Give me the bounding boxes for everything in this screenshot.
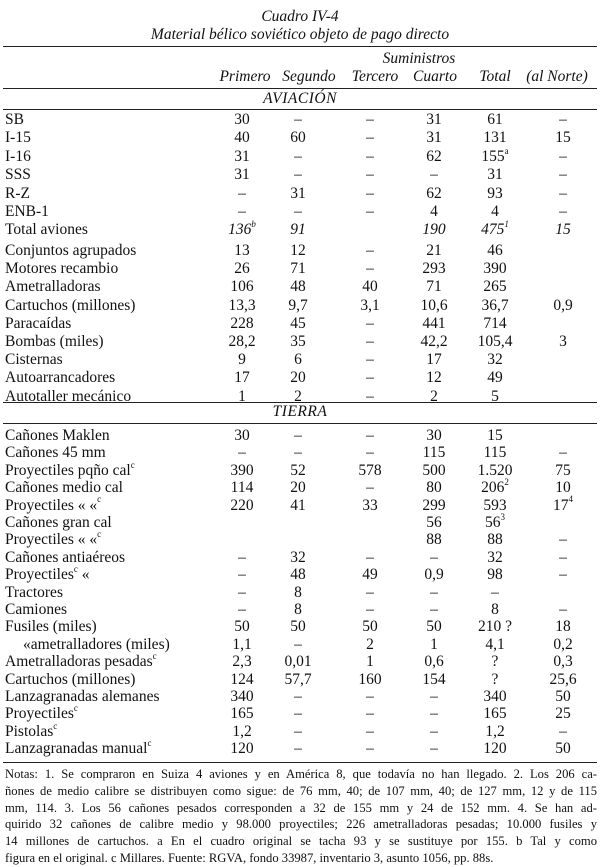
row-cell: 20 [290, 369, 306, 387]
row-cell: – [366, 427, 374, 444]
row-label: Autoarrancadores [5, 369, 116, 387]
row-cell: – [366, 601, 374, 618]
row-cell: 42,2 [420, 333, 448, 350]
row-cell: – [559, 566, 567, 584]
row-cell: 120 [230, 740, 254, 758]
row-cell: – [366, 479, 374, 497]
note-line: figura en el original. c Millares. Fuente: RGVA, fondo 33987, inventario 3, asunto 1056, pp. 88s. [5, 850, 494, 865]
table-row [0, 427, 600, 444]
section-rule-aviacion [3, 109, 597, 110]
row-cell: 31 [426, 111, 442, 128]
row-cell: – [366, 260, 374, 278]
footnote-marker: 2 [504, 477, 509, 488]
row-cell: – [430, 548, 438, 566]
row-cell: 12 [426, 369, 442, 387]
row-cell: – [366, 147, 374, 165]
row-label: Proyectiles pqño cal$^c$ [5, 459, 135, 479]
row-cell: 9,7 [288, 296, 308, 314]
row-cell: 32 [487, 351, 503, 369]
table-row [0, 242, 600, 259]
table-row [0, 185, 600, 202]
row-cell: ? [491, 670, 499, 688]
row-cell: 9 [238, 351, 246, 369]
row-cell: 4 [430, 203, 438, 220]
row-cell: – [366, 722, 374, 740]
table-row [0, 278, 600, 295]
row-cell: – [238, 583, 246, 601]
row-label: Cañones Maklen [5, 427, 110, 444]
row-cell: – [238, 184, 246, 202]
table-row [0, 221, 600, 238]
row-cell: – [366, 369, 374, 387]
row-cell: 0,9 [424, 566, 444, 584]
row-cell: 10 [555, 479, 571, 497]
table-row [0, 720, 600, 740]
row-cell: 71 [426, 278, 442, 296]
row-label: Camiones [5, 601, 67, 618]
row-cell: 31 [487, 166, 503, 184]
table-row [0, 111, 600, 128]
row-cell: – [294, 688, 302, 705]
table-row [0, 351, 600, 368]
row-cell: – [294, 444, 302, 462]
row-cell: – [559, 548, 567, 566]
row-cell: – [294, 111, 302, 128]
row-cell: 165 [483, 705, 507, 723]
row-cell: 228 [230, 314, 254, 332]
row-cell: 4 [491, 203, 499, 220]
row-cell: $17^4$ [553, 494, 573, 514]
section-tierra: TIERRA [272, 403, 328, 420]
row-cell: 32 [290, 548, 306, 566]
row-cell: – [430, 740, 438, 758]
row-label: Cañones antiaéreos [5, 548, 126, 566]
row-cell: 165 [230, 705, 254, 723]
row-cell: 17 [426, 351, 442, 369]
row-cell: 131 [483, 129, 507, 147]
note-line: mm, 114. 3. Los 56 cañones pesados corresponden a 32 de 155 mm y 24 de 152 mm. 4. Se han ad- [5, 800, 597, 815]
row-cell: 1,2 [485, 722, 505, 740]
row-cell: – [559, 166, 567, 184]
row-cell: – [366, 111, 374, 128]
row-cell: – [559, 184, 567, 202]
row-label: Proyectiles « «$^c$ [5, 494, 102, 514]
row-cell: 35 [290, 333, 306, 350]
table-row [0, 444, 600, 461]
note-line: ñones de medio calibre se distribuyen como sigue: de 76 mm, 40; de 107 mm, 40; de 127 mm, 12 y de 115 [5, 783, 597, 798]
row-cell: 15 [555, 129, 571, 147]
row-cell: 60 [290, 129, 306, 147]
footnote-marker: 4 [568, 494, 573, 505]
row-cell: – [238, 444, 246, 462]
row-cell: 154 [422, 670, 446, 688]
row-cell: 2 [366, 635, 374, 653]
section-rule-tierra [3, 423, 597, 424]
row-label: Tractores [5, 583, 63, 601]
row-cell: 31 [234, 147, 250, 165]
row-cell: – [294, 740, 302, 758]
row-label: Ametralladoras pesadas$^c$ [5, 651, 157, 671]
row-cell: 50 [555, 688, 571, 705]
row-cell: 124 [230, 670, 254, 688]
footnote-marker: c [152, 651, 157, 662]
row-cell: 0,3 [553, 653, 573, 671]
row-cell: 293 [422, 260, 446, 278]
row-cell: 155$^a$ [481, 145, 509, 165]
table-row [0, 297, 600, 314]
table-row [0, 494, 600, 514]
row-cell: 48 [290, 566, 306, 584]
row-cell: 50 [290, 618, 306, 636]
row-cell: 28,2 [228, 333, 256, 350]
footnote-marker: c [147, 738, 152, 749]
row-cell: 57,7 [284, 670, 312, 688]
row-cell: – [366, 333, 374, 350]
row-cell: 500 [422, 461, 446, 479]
row-cell: 2 [294, 387, 302, 405]
row-cell: 30 [234, 111, 250, 128]
footnote-marker: c [73, 703, 78, 714]
note-line: 14 millones de cartuchos. a En el cuadro original se tacha 93 y se sustituye por 155. b Tal y como [5, 834, 597, 849]
row-cell: 1 [366, 653, 374, 671]
note-line: quirido 32 cañones de calibre medio y 98.000 proyectiles; 226 ametralladoras pesadas; 10.000 fusiles y [5, 817, 597, 832]
row-cell: 10,6 [420, 296, 448, 314]
row-cell: 136$^b$ [228, 219, 256, 239]
row-cell: – [559, 147, 567, 165]
row-cell: – [366, 387, 374, 405]
table-row [0, 584, 600, 601]
row-cell: 8 [294, 601, 302, 618]
row-cell: 1,2 [232, 722, 252, 740]
row-cell: 115 [483, 444, 507, 462]
row-cell: 80 [426, 479, 442, 497]
table-row [0, 203, 600, 220]
row-cell: 0,9 [553, 296, 573, 314]
row-cell: 31 [234, 166, 250, 184]
table-title: Cuadro IV-4 [261, 8, 339, 25]
row-label: Cartuchos (millones) [5, 296, 136, 314]
footnote-marker: 3 [500, 511, 505, 522]
row-cell: – [238, 548, 246, 566]
row-label: Conjuntos agrupados [5, 242, 137, 259]
row-cell: 0,2 [553, 635, 573, 653]
row-cell: 50 [362, 618, 378, 636]
row-cell: 115 [422, 444, 446, 462]
row-label: SSS [5, 166, 31, 184]
footnote-marker: c [73, 564, 78, 575]
row-cell: 6 [294, 351, 302, 369]
row-cell: 593 [483, 496, 507, 514]
row-cell: 106 [230, 278, 254, 296]
row-cell: – [559, 601, 567, 618]
table-row [0, 531, 600, 548]
row-cell: – [294, 203, 302, 220]
row-cell: – [366, 705, 374, 723]
row-cell: 15 [487, 427, 503, 444]
row-cell: – [559, 531, 567, 549]
row-cell: 340 [230, 688, 254, 705]
row-cell: – [559, 722, 567, 740]
table-row [0, 511, 600, 531]
row-cell: 0,6 [424, 653, 444, 671]
row-cell: ? [491, 653, 499, 671]
row-cell: 0,01 [284, 653, 312, 671]
row-label: Proyectiles$^c$ « [5, 564, 90, 584]
row-cell: 1 [238, 387, 246, 405]
row-cell: 49 [362, 566, 378, 584]
row-cell: 30 [426, 427, 442, 444]
row-cell: 25,6 [549, 670, 577, 688]
row-cell: – [238, 566, 246, 584]
row-cell: – [366, 583, 374, 601]
table-row [0, 601, 600, 618]
row-cell: – [366, 166, 374, 184]
footnote-marker: 1 [504, 219, 509, 230]
row-cell: – [238, 203, 246, 220]
row-cell: 5 [491, 387, 499, 405]
row-cell: 13,3 [228, 296, 256, 314]
row-cell: – [366, 314, 374, 332]
row-cell: 62 [426, 184, 442, 202]
row-cell: – [366, 129, 374, 147]
row-cell: 52 [290, 461, 306, 479]
row-cell: 105,4 [477, 333, 513, 350]
section-aviacion: AVIACIÓN [263, 90, 337, 107]
row-label: Proyectiles « «$^c$ [5, 529, 102, 549]
row-cell: 50 [426, 618, 442, 636]
footnote-marker: c [97, 529, 102, 540]
row-cell: 120 [483, 740, 507, 758]
row-cell: – [430, 722, 438, 740]
row-cell: 30 [234, 427, 250, 444]
row-cell: – [430, 601, 438, 618]
row-cell: 32 [487, 548, 503, 566]
row-cell: – [294, 427, 302, 444]
row-cell: $56^3$ [485, 511, 505, 531]
row-cell: 31 [426, 129, 442, 147]
row-cell: 18 [555, 618, 571, 636]
table-row [0, 636, 600, 653]
row-cell: 8 [491, 601, 499, 618]
footnote-marker: c [130, 459, 135, 470]
row-label: Cañones gran cal [5, 514, 112, 531]
row-label: I-16 [5, 147, 31, 165]
table-row [0, 740, 600, 757]
row-cell: 160 [358, 670, 382, 688]
row-cell: – [294, 705, 302, 723]
row-cell: 45 [290, 314, 306, 332]
row-cell: 31 [290, 184, 306, 202]
row-cell: 48 [290, 278, 306, 296]
row-label: I-15 [5, 129, 31, 147]
row-cell: 17 [234, 369, 250, 387]
row-cell: 390 [230, 461, 254, 479]
table-row [0, 566, 600, 583]
footnote-marker: c [97, 494, 102, 505]
table-row [0, 315, 600, 332]
table-subtitle: Material bélico soviético objeto de pago directo [150, 26, 450, 43]
note-line: Notas: 1. Se compraron en Suiza 4 aviones y en América 8, que todavía no han llegado. 2. Los 206 ca- [5, 767, 597, 781]
table-row [0, 479, 600, 496]
header-col-total: Total [479, 68, 511, 85]
row-cell: 26 [234, 260, 250, 278]
row-cell: 8 [294, 583, 302, 601]
row-label: «ametralladores (miles) [23, 635, 170, 653]
row-cell: 578 [358, 461, 382, 479]
row-cell: – [366, 688, 374, 705]
row-cell: 210 ? [477, 618, 512, 636]
row-label: Lanzagranadas alemanes [5, 688, 160, 705]
table-row [0, 129, 600, 146]
row-label: Lanzagranadas manual$^c$ [5, 738, 152, 758]
table-row [0, 705, 600, 722]
row-cell: 50 [234, 618, 250, 636]
row-cell: – [559, 444, 567, 462]
row-cell: 714 [483, 314, 507, 332]
row-label: SB [5, 111, 24, 128]
row-cell: 33 [362, 496, 378, 514]
header-col-tercero: Tercero [351, 68, 399, 85]
row-cell: – [559, 203, 567, 220]
row-cell: – [430, 583, 438, 601]
table-row [0, 671, 600, 688]
row-cell: 220 [230, 496, 254, 514]
row-cell: 75 [555, 461, 571, 479]
row-cell: – [294, 147, 302, 165]
row-label: R-Z [5, 184, 30, 202]
row-cell: 15 [555, 221, 571, 239]
footnotes [5, 766, 597, 867]
row-cell: 20 [290, 479, 306, 497]
row-cell: 61 [487, 111, 503, 128]
row-cell: – [366, 242, 374, 259]
table-row [0, 618, 600, 635]
row-cell: 93 [487, 184, 503, 202]
row-label: Cisternas [5, 351, 63, 369]
row-label: Paracaídas [5, 314, 72, 332]
row-cell: 3,1 [360, 296, 380, 314]
row-cell: 49 [487, 369, 503, 387]
row-cell: 21 [426, 242, 442, 259]
row-cell: 2,3 [232, 653, 252, 671]
row-label: ENB-1 [5, 203, 49, 220]
row-cell: – [366, 184, 374, 202]
row-label: Fusiles (miles) [5, 618, 97, 636]
row-cell: 114 [230, 479, 254, 497]
row-cell: 62 [426, 147, 442, 165]
row-label: Proyectiles$^c$ [5, 703, 78, 723]
row-cell: – [559, 111, 567, 128]
row-cell: 91 [290, 221, 306, 239]
row-cell: – [366, 740, 374, 758]
footnote-marker: b [251, 219, 256, 230]
row-cell: – [430, 705, 438, 723]
table-row [0, 166, 600, 183]
row-cell: 1 [430, 635, 438, 653]
row-label: Total aviones [5, 221, 88, 239]
header-rule [3, 88, 597, 89]
row-cell: 41 [290, 496, 306, 514]
row-cell: 56 [426, 514, 442, 531]
table-row [0, 369, 600, 386]
table-row [0, 459, 600, 479]
footnote-marker: c [53, 720, 58, 731]
row-cell: – [491, 583, 499, 601]
table-row [0, 145, 600, 165]
table-row [0, 260, 600, 277]
row-cell: – [366, 444, 374, 462]
row-cell: 441 [422, 314, 446, 332]
row-cell: – [294, 635, 302, 653]
row-cell: 13 [234, 242, 250, 259]
row-cell: – [430, 166, 438, 184]
row-cell: 25 [555, 705, 571, 723]
table-row [0, 333, 600, 350]
row-label: Bombas (miles) [5, 333, 104, 350]
row-label: Cartuchos (millones) [5, 670, 136, 688]
row-cell: 40 [234, 129, 250, 147]
row-cell: 88 [426, 531, 442, 549]
header-col-norte: (al Norte) [526, 68, 588, 85]
row-cell: 12 [290, 242, 306, 259]
header-col-primero: Primero [219, 68, 271, 85]
row-cell: 1.520 [477, 461, 513, 479]
row-cell: $206^2$ [481, 477, 509, 497]
row-label: Autotaller mecánico [5, 387, 132, 405]
row-label: Cañones 45 mm [5, 444, 106, 462]
row-cell: 50 [555, 740, 571, 758]
row-cell: – [294, 722, 302, 740]
row-cell: – [366, 548, 374, 566]
row-cell: 40 [362, 278, 378, 296]
row-cell: 1,1 [232, 635, 252, 653]
bottom-rule [3, 762, 597, 763]
footnote-marker: a [504, 145, 509, 156]
table-row [0, 688, 600, 705]
header-col-cuarto: Cuarto [413, 68, 457, 85]
row-cell: 190 [422, 221, 446, 239]
row-cell: – [294, 166, 302, 184]
row-cell: 46 [487, 242, 503, 259]
row-cell: 299 [422, 496, 446, 514]
header-col-segundo: Segundo [282, 68, 336, 85]
row-label: Cañones medio cal [5, 479, 123, 497]
row-cell: – [430, 688, 438, 705]
row-cell: 340 [483, 688, 507, 705]
table-row [0, 653, 600, 670]
row-cell: $475^1$ [481, 219, 509, 239]
row-cell: 3 [559, 333, 567, 350]
row-cell: – [238, 601, 246, 618]
header-group: Suministros [382, 50, 456, 67]
row-cell: 98 [487, 566, 503, 584]
row-cell: 36,7 [481, 296, 509, 314]
row-label: Pistolas$^c$ [5, 720, 58, 740]
row-cell: 390 [483, 260, 507, 278]
top-rule [3, 46, 597, 47]
table-row [0, 549, 600, 566]
row-cell: – [366, 351, 374, 369]
row-cell: – [366, 203, 374, 220]
row-label: Motores recambio [5, 260, 119, 278]
row-cell: 265 [483, 278, 507, 296]
row-cell: 88 [487, 531, 503, 549]
row-cell: 4,1 [485, 635, 505, 653]
row-cell: 71 [290, 260, 306, 278]
row-label: Ametralladoras [5, 278, 101, 296]
row-cell: 2 [430, 387, 438, 405]
